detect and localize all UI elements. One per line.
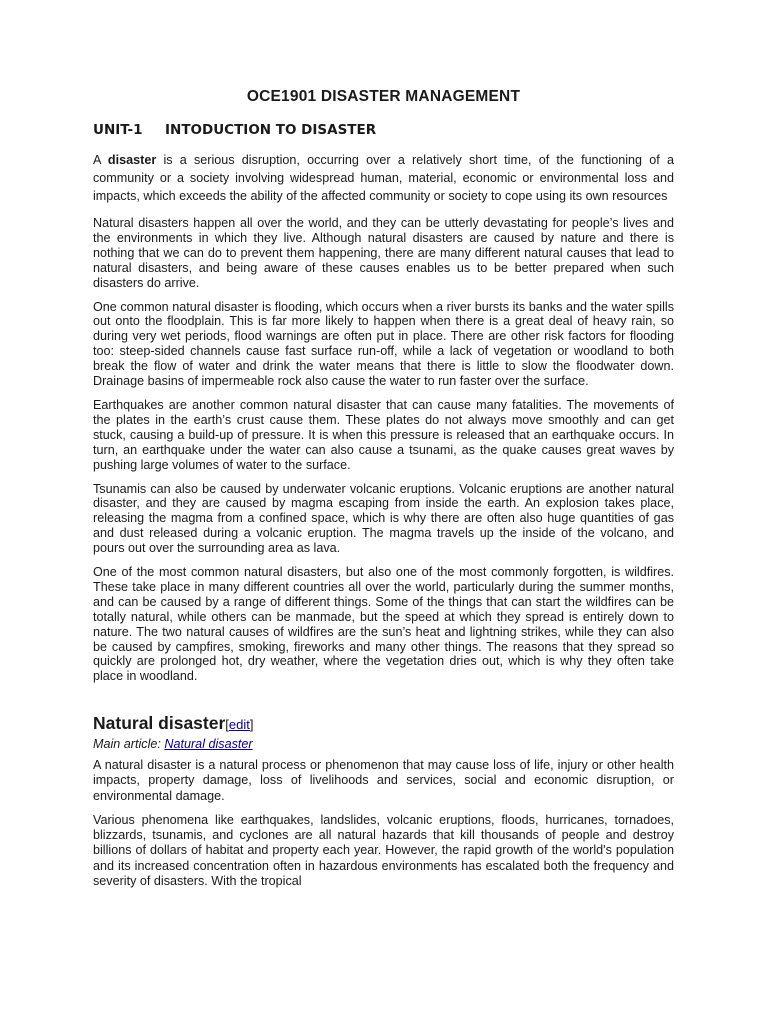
edit-section	[225, 717, 253, 732]
section-paragraph-definition: A natural disaster is a natural process or phenomenon that may cause loss of life, injury or other health impacts, property damage, loss of livelihoods and services, social and economic disruption, or environmental damage.	[93, 758, 674, 803]
section-heading	[93, 712, 674, 736]
main-article-note	[93, 736, 674, 752]
intro-prefix: A	[93, 153, 108, 167]
intro-term: disaster	[107, 153, 157, 167]
paragraph-wildfires: One of the most common natural disasters, but also one of the most commonly forgotten, is wildfires. These take place in many different countries all over the world, particularly during the summer months, and can be caused by a range of different things. Some of the things that can start the wildfires can be totally natural, while others can be manmade, but the speed at which they spread is entirely down to nature. The two natural causes of wildfires are the sun’s heat and lightning strikes, while they can also be caused by campfires, smoking, fireworks and many other things. The reasons that they spread so quickly are prolonged hot, dry weather, where the vegetation dries out, which is why they often take place in woodland.	[93, 565, 674, 684]
intro-paragraph	[93, 151, 674, 205]
document-title: OCE1901 DISASTER MANAGEMENT	[246, 88, 521, 105]
edit-bracket-open: [	[225, 717, 229, 733]
main-article-prefix: Main article:	[93, 737, 165, 752]
unit-title: INTODUCTION TO DISASTER	[165, 122, 377, 138]
edit-bracket-close: ]	[249, 717, 254, 733]
main-article-link[interactable]: Natural disaster	[164, 737, 253, 752]
edit-link[interactable]: edit	[228, 717, 250, 733]
unit-heading	[93, 122, 674, 138]
paragraph-natural-disasters: Natural disasters happen all over the world, and they can be utterly devastating for people’s lives and the environments in which they live. Although natural disasters are caused by nature and there is nothing that we can do to prevent them happening, there are many different natural causes that lead to natural disasters, and being aware of these causes enables us to be better prepared when such disasters do arrive.	[93, 216, 674, 290]
paragraph-tsunamis-volcanoes: Tsunamis can also be caused by underwater volcanic eruptions. Volcanic eruptions are another natural disaster, and they are caused by magma escaping from inside the earth. An explosion takes place, releasing the magma from a confined space, which is why there are often also huge quantities of gas and dust released during a volcanic eruption. The magma travels up the inside of the volcano, and pours out over the surrounding area as lava.	[93, 481, 674, 556]
section-paragraph-phenomena: Various phenomena like earthquakes, landslides, volcanic eruptions, floods, hurricanes, tornadoes, blizzards, tsunamis, and cyclones are all natural hazards that kill thousands of people and destroy billions of dollars of habitat and property each year. However, the rapid growth of the world's population and its increased concentration often in hazardous environments has escalated both the frequency and severity of disasters. With the tropical	[93, 812, 674, 888]
unit-number: UNIT-1	[93, 122, 143, 138]
document-page	[93, 88, 674, 898]
section-heading-text: Natural disaster	[93, 713, 226, 734]
intro-rest: is a serious disruption, occurring over a relatively short time, of the functioning of a community or a society involving widespread human, material, economic or environmental loss and impacts, which exceeds the ability of the affected community or society to cope using its own resources	[93, 153, 674, 203]
paragraph-flooding: One common natural disaster is flooding, which occurs when a river bursts its banks and the water spills out onto the floodplain. This is far more likely to happen when there is a great deal of heavy rain, so during very wet periods, flood warnings are often put in place. There are other risk factors for flooding too: steep-sided channels cause fast surface run-off, while a lack of vegetation or woodland to both break the flow of water and drink the water means that there is little to slow the floodwater down. Drainage basins of impermeable rock also cause the water to run faster over the surface.	[93, 299, 674, 389]
paragraph-earthquakes: Earthquakes are another common natural disaster that can cause many fatalities. The movements of the plates in the earth’s crust cause them. These plates do not always move smoothly and can get stuck, causing a build-up of pressure. It is when this pressure is released that an earthquake occurs. In turn, an earthquake under the water can also cause a tsunami, as the quake causes great waves by pushing large volumes of water to the surface.	[93, 397, 674, 472]
